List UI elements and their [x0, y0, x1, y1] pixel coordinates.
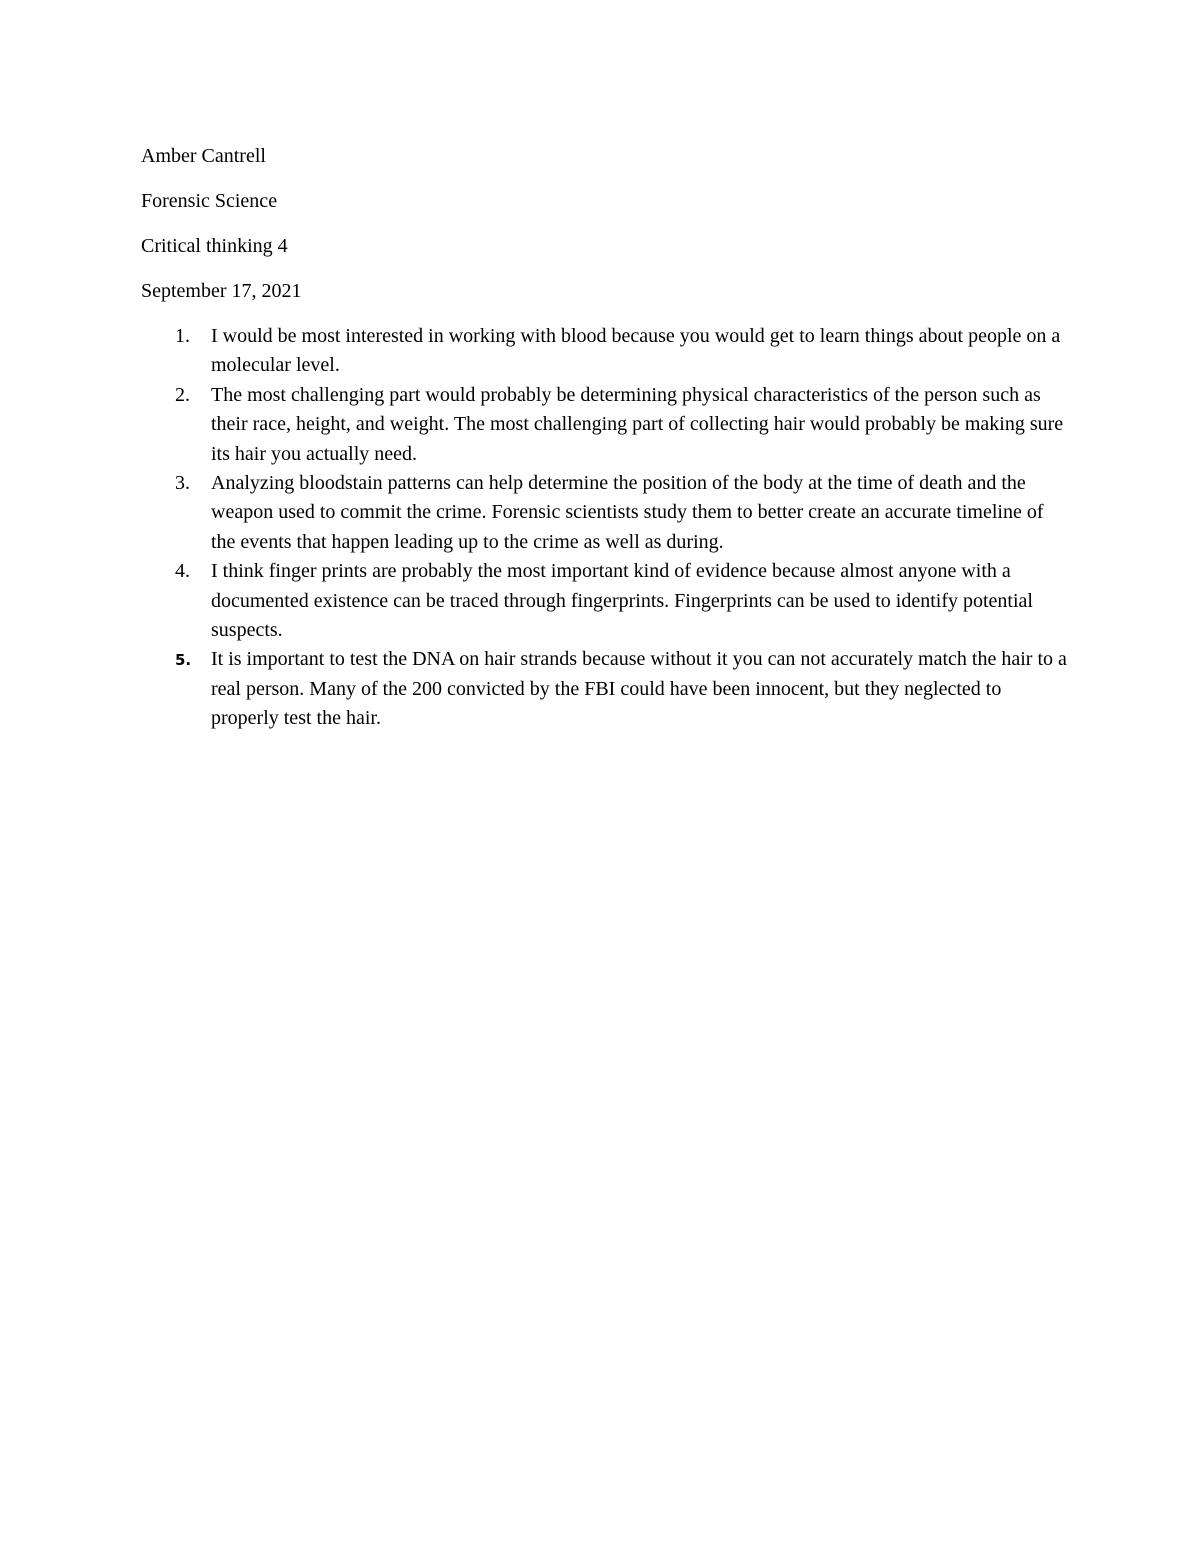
list-item-number: 1. — [175, 325, 190, 347]
list-item-number: 3. — [175, 472, 190, 495]
list-item — [141, 557, 1071, 645]
list-item — [141, 469, 1071, 557]
assignment-date: September 17, 2021 — [141, 280, 302, 302]
list-item-number: 2. — [175, 383, 190, 406]
list-item-text: It is important to test the DNA on hair strands because without it you can not accurately match the hair to a real person. Many of the 200 convicted by the FBI could have been innocent, but they neglected to properly test the hair. — [211, 648, 1067, 730]
list-item-number: 4. — [175, 560, 190, 583]
list-item — [141, 645, 1071, 733]
list-item-text: The most challenging part would probably be determining physical characteristics of the person such as their race, height, and weight. The most challenging part of collecting hair would probably be making sure its hair you actually need. — [211, 383, 1064, 465]
course-name: Forensic Science — [141, 190, 278, 212]
assignment-title: Critical thinking 4 — [141, 235, 288, 257]
list-item-text: Analyzing bloodstain patterns can help determine the position of the body at the time of death and the weapon used to commit the crime. Forensic scientists study them to better create an accurate timeline of the events that happen leading up to the crime as well as during. — [211, 472, 1044, 553]
list-item-text: I think finger prints are probably the most important kind of evidence because almost anyone with a documented existence can be traced through fingerprints. Fingerprints can be used to identify potential suspects. — [211, 560, 1033, 642]
list-item — [141, 322, 1071, 381]
list-item — [141, 381, 1071, 469]
list-item-number: 5. — [175, 651, 192, 670]
list-item-text: I would be most interested in working with blood because you would get to learn things about people on a molecular level. — [211, 325, 1061, 377]
student-name: Amber Cantrell — [141, 145, 266, 167]
answer-list — [141, 322, 1071, 734]
